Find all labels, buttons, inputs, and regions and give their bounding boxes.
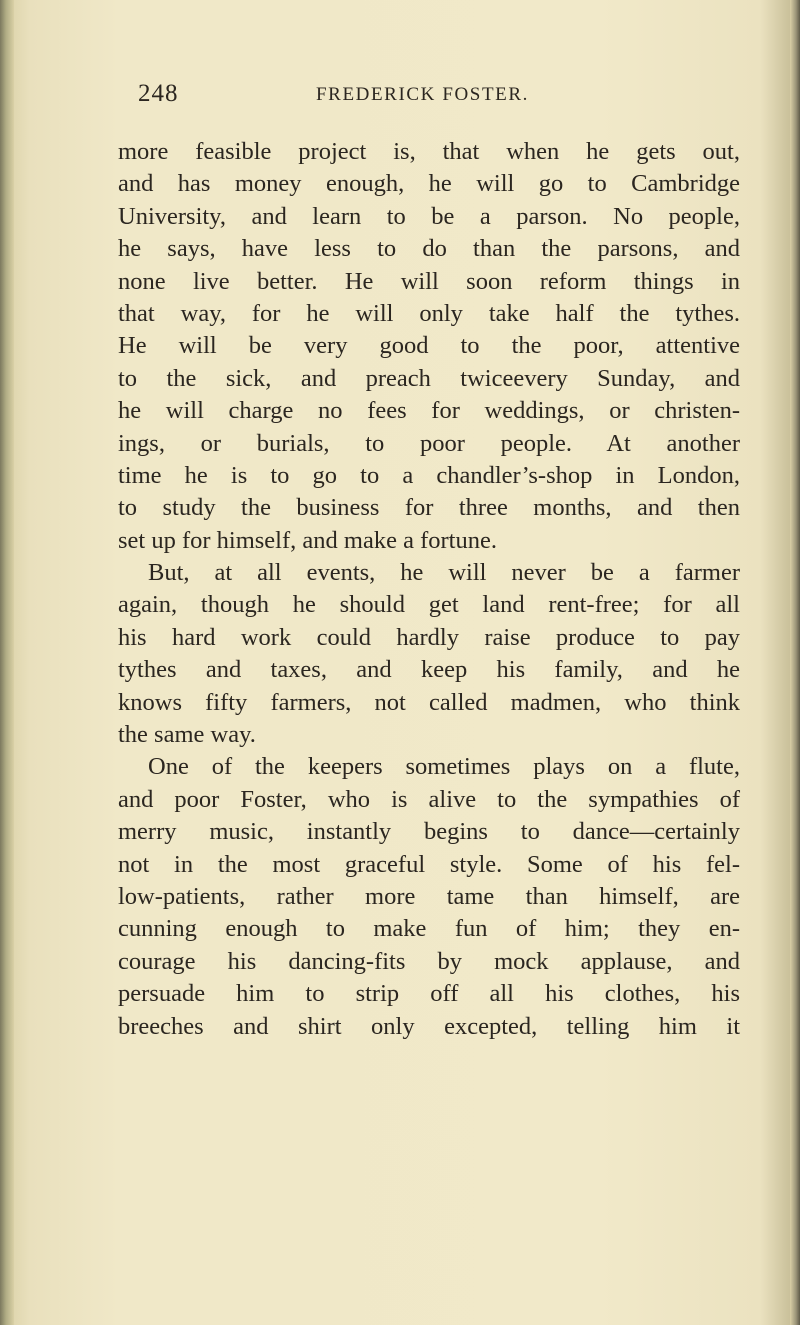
- text-line: persuade him to strip off all his clothes, his: [118, 980, 740, 1008]
- text-line: he will charge no fees for weddings, or christen-: [118, 397, 740, 425]
- text-line: and poor Foster, who is alive to the sympathies of: [118, 785, 740, 813]
- text-line: knows fifty farmers, not called madmen, who think: [118, 688, 740, 716]
- paragraph-start-line: One of the keepers sometimes plays on a flute,: [148, 753, 740, 781]
- text-line: to the sick, and preach twiceevery Sunday, and: [118, 364, 740, 392]
- text-line: the same way.: [118, 721, 256, 749]
- text-line: University, and learn to be a parson. No people,: [118, 202, 740, 230]
- text-line: none live better. He will soon reform things in: [118, 267, 740, 295]
- text-line: He will be very good to the poor, attentive: [118, 332, 740, 360]
- text-line: not in the most graceful style. Some of his fel-: [118, 850, 740, 878]
- text-line: cunning enough to make fun of him; they en-: [118, 915, 740, 943]
- text-line: more feasible project is, that when he gets out,: [118, 138, 740, 165]
- text-line: his hard work could hardly raise produce to pay: [118, 623, 740, 651]
- page-edge-shadow: [790, 0, 800, 1325]
- text-line: and has money enough, he will go to Cambridge: [118, 170, 740, 198]
- text-line: time he is to go to a chandler’s-shop in London,: [118, 461, 740, 489]
- text-line: that way, for he will only take half the tythes.: [118, 299, 740, 327]
- text-line: breeches and shirt only excepted, telling him it: [118, 1012, 740, 1040]
- body-text: [118, 136, 740, 1043]
- text-line: he says, have less to do than the parsons, and: [118, 235, 740, 263]
- text-line: courage his dancing-fits by mock applause, and: [118, 947, 740, 975]
- paragraph-start-line: But, at all events, he will never be a farmer: [148, 559, 740, 587]
- text-line: low-patients, rather more tame than himself, are: [118, 882, 740, 910]
- page-header: [138, 80, 738, 110]
- page-number: 248: [138, 80, 179, 107]
- text-line: to study the business for three months, and then: [118, 494, 740, 522]
- running-head: FREDERICK FOSTER.: [316, 84, 530, 105]
- text-line: merry music, instantly begins to dance—certainly: [118, 818, 740, 846]
- page-binding-shadow: [0, 0, 14, 1325]
- text-line: set up for himself, and make a fortune.: [118, 526, 497, 554]
- text-line: tythes and taxes, and keep his family, and he: [118, 656, 740, 684]
- text-line: again, though he should get land rent-free; for all: [118, 591, 740, 619]
- text-line: ings, or burials, to poor people. At another: [118, 429, 740, 457]
